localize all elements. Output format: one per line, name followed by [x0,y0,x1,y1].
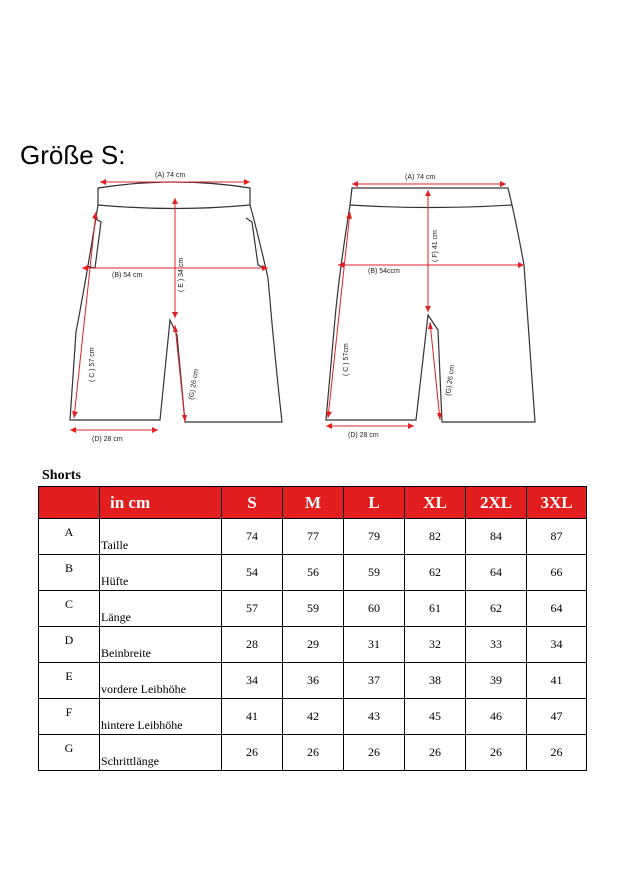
value-cell: 26 [222,735,283,771]
front-dim-a-arrow-right [244,179,250,185]
row-label: Schrittlänge [100,735,222,771]
value-cell: 61 [405,591,466,627]
back-dim-c-line [328,212,350,418]
row-letter: E [39,663,100,699]
value-cell: 41 [222,699,283,735]
value-cell: 59 [283,591,344,627]
table-row [39,555,587,591]
front-dim-a-label: (A) 74 cm [155,172,186,179]
row-letter: G [39,735,100,771]
value-cell: 79 [344,519,405,555]
value-cell: 29 [283,627,344,663]
value-cell: 84 [466,519,527,555]
front-dim-d-arrow-left [70,427,76,433]
front-view [70,172,282,443]
back-dim-f-arrow-top [425,190,431,196]
value-cell: 34 [527,627,587,663]
value-cell: 37 [344,663,405,699]
back-waistband [350,188,512,208]
value-cell: 26 [283,735,344,771]
front-dim-b-label: (B) 54 cm [112,272,143,279]
section-title: Shorts [42,468,81,483]
header-row [39,487,587,519]
front-dim-d-arrow-right [152,427,158,433]
back-dim-b-label: (B) 54ccm [368,268,400,275]
back-dim-g-label: (G) 26 cm [445,364,457,397]
value-cell: 66 [527,555,587,591]
value-cell: 38 [405,663,466,699]
back-dim-d-label: (D) 28 cm [348,432,379,439]
header-cell-empty [39,487,100,519]
back-view [326,174,535,439]
front-dim-d-label: (D) 28 cm [92,436,123,443]
header-cell-2xl: 2XL [466,487,527,519]
row-letter: B [39,555,100,591]
table-row [39,627,587,663]
value-cell: 74 [222,519,283,555]
row-letter: F [39,699,100,735]
back-dim-d-arrow-right [408,423,414,429]
row-letter: D [39,627,100,663]
front-dim-c-arrow-bottom [72,411,78,418]
value-cell: 26 [466,735,527,771]
value-cell: 64 [527,591,587,627]
front-dim-g-line [175,325,185,422]
back-dim-c-label: ( C ) 57cm [343,343,350,376]
row-label: Taille [100,519,222,555]
value-cell: 26 [527,735,587,771]
value-cell: 26 [344,735,405,771]
value-cell: 42 [283,699,344,735]
value-cell: 57 [222,591,283,627]
back-body-outline [326,205,535,422]
value-cell: 31 [344,627,405,663]
value-cell: 39 [466,663,527,699]
value-cell: 62 [405,555,466,591]
size-table-body [39,519,587,771]
front-dim-g-label: (G) 26 cm [188,368,201,401]
table-row [39,735,587,771]
value-cell: 56 [283,555,344,591]
value-cell: 82 [405,519,466,555]
value-cell: 54 [222,555,283,591]
value-cell: 46 [466,699,527,735]
size-table-header [39,487,587,519]
size-table [38,486,587,771]
value-cell: 87 [527,519,587,555]
header-cell-unit: in cm [100,487,222,519]
row-label: Länge [100,591,222,627]
row-label: hintere Leibhöhe [100,699,222,735]
value-cell: 77 [283,519,344,555]
header-cell-l: L [344,487,405,519]
value-cell: 36 [283,663,344,699]
row-letter: C [39,591,100,627]
value-cell: 47 [527,699,587,735]
back-dim-a-arrow-left [352,181,358,187]
page-title: Größe S: [20,140,126,170]
value-cell: 41 [527,663,587,699]
table-row [39,663,587,699]
header-cell-xl: XL [405,487,466,519]
front-dim-e-arrow-bottom [172,312,178,318]
row-label: Hüfte [100,555,222,591]
row-label: Beinbreite [100,627,222,663]
value-cell: 26 [405,735,466,771]
front-dim-a-arrow-left [100,179,106,185]
front-dim-c-label: ( C ) 57 cm [89,347,96,382]
header-cell-s: S [222,487,283,519]
value-cell: 59 [344,555,405,591]
shorts-technical-drawing [0,160,620,450]
front-dim-e-label: ( E ) 34 cm [178,257,185,292]
front-left-pocket [86,218,101,268]
back-dim-a-arrow-right [500,181,506,187]
table-row [39,519,587,555]
header-cell-3xl: 3XL [527,487,587,519]
front-waistband [98,182,250,209]
header-cell-m: M [283,487,344,519]
table-row [39,699,587,735]
back-dim-f-arrow-bottom [425,306,431,312]
row-label: vordere Leibhöhe [100,663,222,699]
row-letter: A [39,519,100,555]
back-dim-d-arrow-left [326,423,332,429]
value-cell: 34 [222,663,283,699]
value-cell: 60 [344,591,405,627]
front-dim-c-line [74,212,96,418]
back-dim-f-label: ( F) 41 cm [432,230,439,262]
value-cell: 45 [405,699,466,735]
value-cell: 62 [466,591,527,627]
value-cell: 32 [405,627,466,663]
table-row [39,591,587,627]
value-cell: 43 [344,699,405,735]
value-cell: 33 [466,627,527,663]
front-dim-b-arrow-left [82,265,88,271]
back-dim-a-label: (A) 74 cm [405,174,436,181]
value-cell: 28 [222,627,283,663]
value-cell: 64 [466,555,527,591]
front-dim-e-arrow-top [172,198,178,204]
